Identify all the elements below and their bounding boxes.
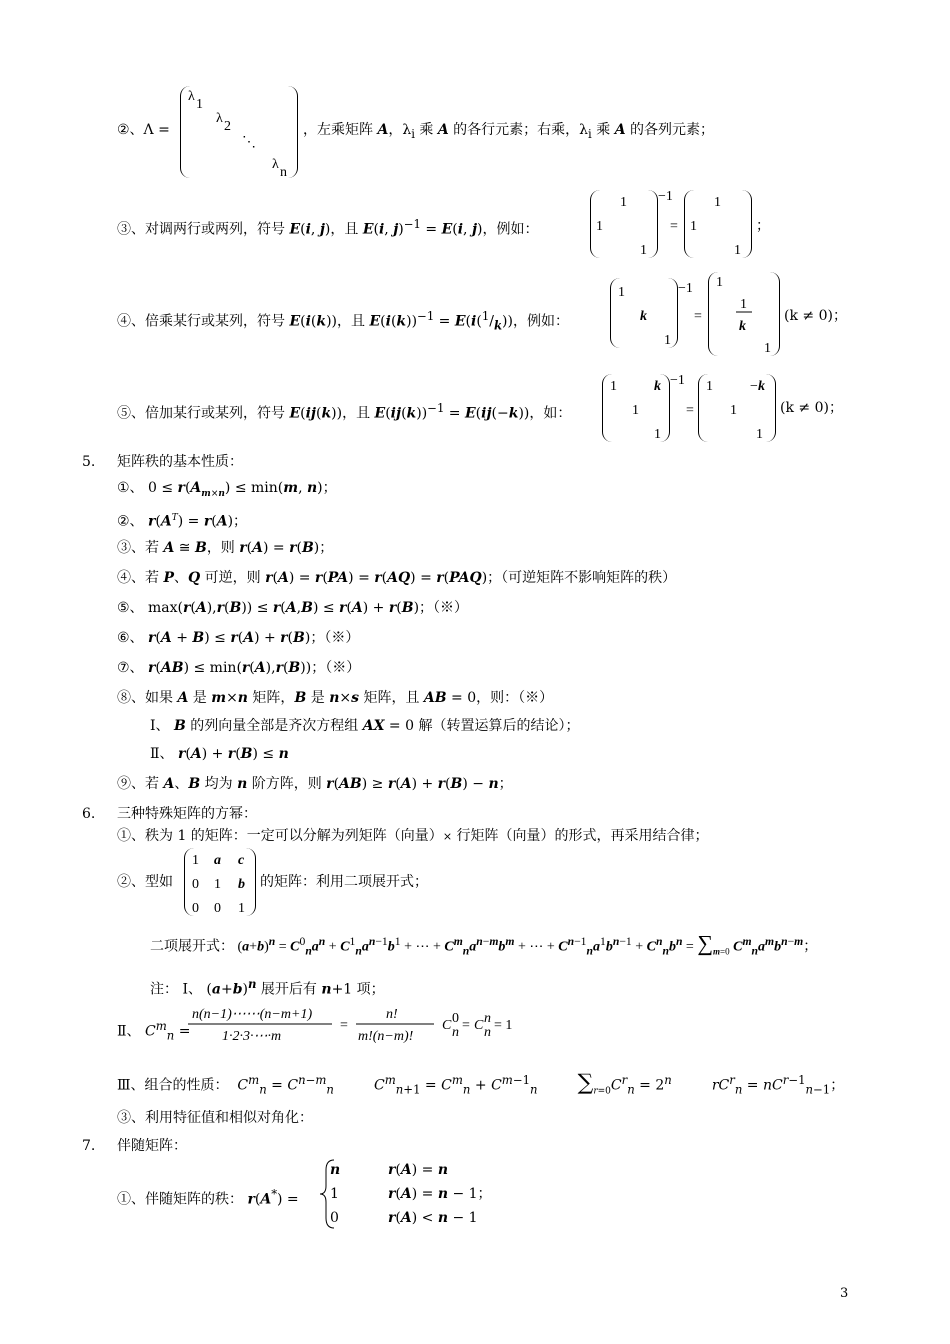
svg-text:λ: λ	[188, 89, 195, 104]
adjoint-case-1-value: n	[330, 1162, 341, 1178]
note-2-fractions	[188, 1004, 528, 1044]
svg-text:1: 1	[664, 333, 671, 348]
item-4-text: ④、倍乘某行或某列，符号 E(i(k))，且 $E(i(k))^{-1} = E(i(^1/_k))$，例如：	[117, 309, 569, 333]
power-1: ①、秩为 1 的矩阵：一定可以分解为列矩阵（向量）× 行矩阵（向量）的形式，再采用结合律；	[117, 828, 709, 844]
power-2-label: ②、型如	[117, 874, 173, 890]
svg-text:0: 0	[214, 901, 221, 916]
svg-text:−1: −1	[658, 189, 673, 204]
rank-1: ①、 $0 \le r(A_{m\times n}) \le \min(m$, n)；	[117, 480, 337, 499]
svg-text:−: −	[750, 379, 758, 394]
svg-text:1: 1	[238, 901, 245, 916]
svg-text:1: 1	[740, 297, 747, 312]
item-5-cond: (k ≠ 0)；	[780, 400, 843, 416]
section-7-title: 伴随矩阵：	[117, 1138, 187, 1154]
svg-text:m!(n−m)!: m!(n−m)!	[358, 1029, 414, 1044]
svg-text:k: k	[654, 379, 661, 394]
rank-7: ⑦、 r(AB) ≤ min(r(A),r(B))；（※）	[117, 660, 361, 676]
rank-4: ④、若 P、Q 可逆，则 r(A) = r(PA) = r(AQ) = r(PAQ)；（可逆矩阵不影响矩阵的秩）	[117, 570, 677, 586]
adjoint-case-2-cond: r(A) = n − 1；	[388, 1186, 492, 1202]
svg-text:a: a	[214, 853, 221, 868]
svg-text:1: 1	[730, 403, 737, 418]
svg-text:=: =	[694, 309, 702, 324]
page-number: 3	[840, 1286, 849, 1301]
binomial-expansion: 二项展开式： $(a+b)^n = C^0_na^n + C^1_na^{n-1}b^1$ + ⋯ + $C^m_na^{n-m}b^m$ + ⋯ + $C^{n-1}_na^1b^{n-1} + C^n_nb^n = \sum_{m=0}$ $C^m_na^mb^{n-m}$；	[150, 930, 818, 958]
svg-text:1: 1	[764, 341, 771, 356]
power-3: ③、利用特征值和相似对角化：	[117, 1110, 313, 1126]
scale-matrix-entries	[610, 278, 710, 348]
svg-text:0: 0	[192, 901, 199, 916]
rank-2: ②、 $r(A^T) = r(A)$；	[117, 513, 248, 530]
adjoint-case-1-cond: r(A) = n	[388, 1162, 449, 1178]
svg-text:2: 2	[224, 119, 231, 134]
svg-text:λ: λ	[216, 111, 223, 126]
svg-text:n: n	[484, 1011, 491, 1026]
rank-8-i: Ⅰ、 B 的列向量全部是齐次方程组 AX = 0 解（转置运算后的结论）；	[150, 718, 580, 734]
section-5-number: 5.	[82, 454, 96, 470]
svg-text:=: =	[340, 1018, 348, 1033]
svg-text:⋱: ⋱	[242, 135, 256, 150]
power-2-text: 的矩阵：利用二项展开式；	[260, 874, 428, 890]
svg-text:0: 0	[452, 1011, 459, 1026]
adjoint-rank-label: ①、伴随矩阵的秩： r(A*) =	[117, 1187, 299, 1208]
svg-text:；: ；	[756, 219, 770, 234]
svg-text:k: k	[739, 319, 746, 334]
section-6-number: 6.	[82, 806, 96, 822]
svg-text:n: n	[452, 1025, 459, 1040]
item-3-text: ③、对调两行或两列，符号 E(i, j)，且 E(i, j)$^{-1}$ = E(i, j)，例如：	[117, 217, 539, 238]
section-7-number: 7.	[82, 1138, 96, 1154]
svg-text:1·2·3·⋯·m: 1·2·3·⋯·m	[222, 1029, 282, 1044]
svg-text:c: c	[238, 853, 245, 868]
svg-text:1: 1	[706, 379, 713, 394]
svg-text:1: 1	[690, 219, 697, 234]
svg-text:=: =	[670, 219, 678, 234]
svg-text:n!: n!	[386, 1007, 398, 1022]
rank-3: ③、若 A ≅ B，则 r(A) = r(B)；	[117, 540, 334, 556]
svg-text:n: n	[280, 165, 287, 180]
svg-text:1: 1	[654, 427, 661, 442]
upper-triangular-entries	[184, 848, 254, 916]
item-5-text: ⑤、倍加某行或某列，符号 E(ij(k))，且 $E(ij(k))^{-1} = E(ij(-k))$，如：	[117, 401, 572, 422]
svg-text:1: 1	[632, 403, 639, 418]
rank-6: ⑥、 r(A + B) ≤ r(A) + r(B)；（※）	[117, 630, 360, 646]
rank-9: ⑨、若 A、B 均为 n 阶方阵，则 r(AB) ≥ r(A) + r(B) − n；	[117, 776, 513, 792]
add-matrix-inverse-entries	[698, 374, 778, 442]
svg-text:k: k	[758, 379, 765, 394]
rank-8-ii: Ⅱ、 r(A) + r(B) ≤ n	[150, 746, 289, 762]
svg-text:=: =	[686, 403, 694, 418]
svg-text:n(n−1)⋯⋯(n−m+1): n(n−1)⋯⋯(n−m+1)	[192, 1007, 313, 1022]
svg-text:C: C	[474, 1018, 484, 1033]
svg-text:1: 1	[716, 275, 723, 290]
svg-text:1: 1	[214, 877, 221, 892]
svg-text:b: b	[238, 877, 245, 892]
item-2-label: ②、Λ =	[117, 122, 170, 138]
svg-text:k: k	[640, 309, 647, 324]
svg-text:1: 1	[620, 195, 627, 210]
section-6-title: 三种特殊矩阵的方幂：	[117, 806, 257, 822]
diag-matrix-entries	[180, 86, 296, 178]
svg-text:1: 1	[640, 243, 647, 258]
section-5-title: 矩阵秩的基本性质：	[117, 454, 243, 470]
adjoint-case-2-value: 1	[330, 1186, 339, 1202]
svg-text:1: 1	[192, 853, 199, 868]
svg-text:1: 1	[756, 427, 763, 442]
svg-text:C: C	[442, 1018, 452, 1033]
svg-text:1: 1	[610, 379, 617, 394]
item-4-cond: (k ≠ 0)；	[784, 308, 847, 324]
svg-text:1: 1	[734, 243, 741, 258]
svg-text:−1: −1	[670, 373, 685, 388]
note-1: 注： Ⅰ、 $(a+b)^n$ 展开后有 n+1 项；	[150, 977, 385, 998]
rank-5: ⑤、 max(r(A),r(B)) ≤ r(A,B) ≤ r(A) + r(B)；（※）	[117, 600, 469, 616]
svg-text:= 1: = 1	[494, 1018, 513, 1033]
note-3: Ⅲ、组合的性质： $C^m_n = C^{n-m}_n$ $C^m_{n+1} = C^m_n + C^{m-1}_n$ $\sum_{r=0}C^r_n = 2^n$ $rC^r_n = nC^{r-1}_{n-1}$；	[117, 1070, 845, 1097]
svg-text:n: n	[484, 1025, 491, 1040]
svg-text:=: =	[462, 1018, 470, 1033]
note-2-label: Ⅱ、 $C^m_n$ =	[117, 1019, 191, 1043]
svg-text:1: 1	[618, 285, 625, 300]
adjoint-case-3-cond: r(A) < n − 1	[388, 1210, 478, 1226]
add-matrix-entries	[602, 374, 702, 442]
adjoint-case-3-value: 0	[330, 1210, 339, 1226]
svg-text:1: 1	[714, 195, 721, 210]
svg-text:1: 1	[196, 97, 203, 112]
item-2-text: ，左乘矩阵 A，$\lambda_i$ 乘 A 的各行元素；右乘，$\lambda_i$ 乘 A 的各列元素；	[303, 122, 715, 141]
svg-text:1: 1	[596, 219, 603, 234]
svg-text:−1: −1	[678, 281, 693, 296]
rank-8: ⑧、如果 A 是 m×n 矩阵，B 是 n×s 矩阵，且 AB = 0，则：（※）	[117, 690, 554, 706]
svg-text:0: 0	[192, 877, 199, 892]
swap-matrix-inverse-entries	[684, 190, 774, 258]
svg-text:λ: λ	[272, 157, 279, 172]
